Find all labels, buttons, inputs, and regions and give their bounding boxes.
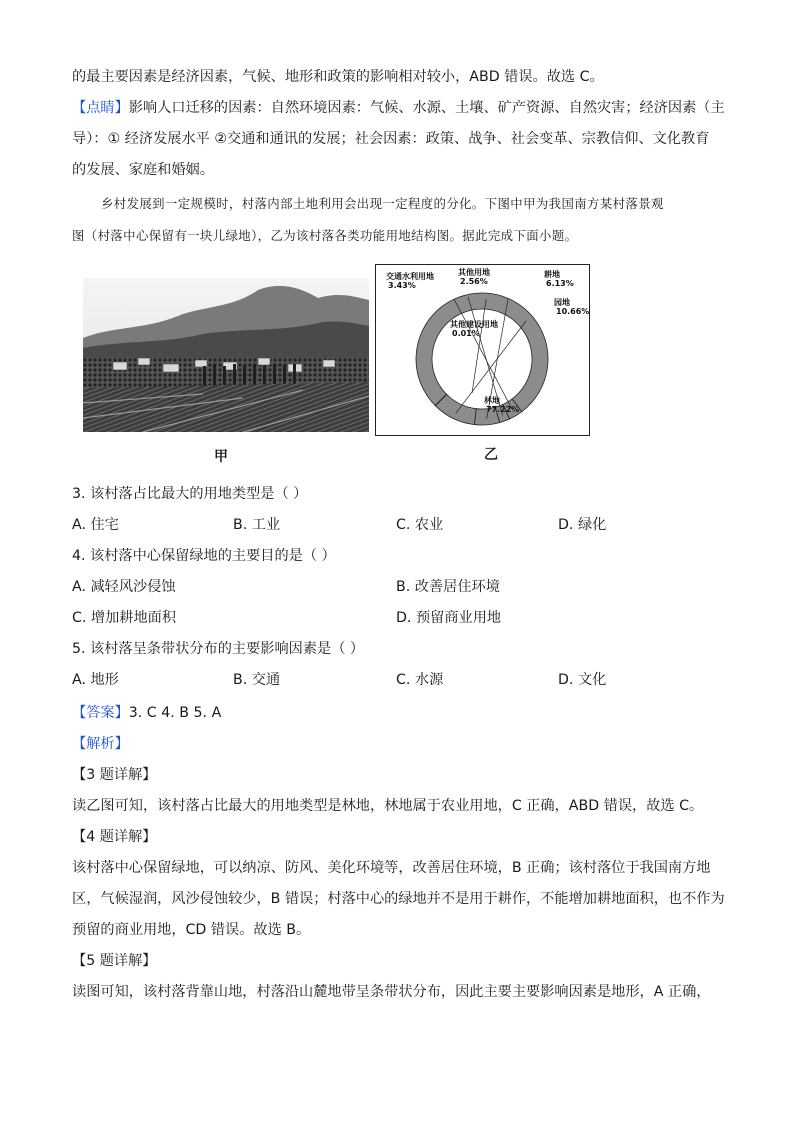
text-line: 的最主要因素是经济因素，气候、地形和政策的影响相对较小，ABD 错误。故选 C。	[72, 69, 604, 85]
answer-text: 3. C 4. B 5. A	[128, 705, 222, 721]
detail-5-tag: 【5 题详解】	[72, 953, 157, 969]
detail-4-text: 预留的商业用地，CD 错误。故选 B。	[72, 922, 311, 938]
option-b: B. 工业	[233, 517, 281, 533]
figure-caption-left: 甲	[214, 449, 228, 465]
segment-value-label: 2.56%	[460, 277, 488, 286]
detail-5-text: 读图可知，该村落背靠山地，村落沿山麓地带呈条带状分布，因此主要主要影响因素是地形，A 正确，	[72, 984, 711, 1000]
option-d: D. 预留商业用地	[396, 610, 502, 626]
segment-value-label: 77.22%	[486, 405, 520, 414]
option-a: A. 地形	[72, 672, 119, 688]
tip-line	[72, 97, 725, 117]
segment-name-label: 林地	[484, 396, 500, 405]
segment-name-label: 其他用地	[458, 268, 490, 277]
detail-3-text: 读乙图可知，该村落占比最大的用地类型是林地，林地属于农业用地，C 正确，ABD 错误，故选 C。	[72, 798, 704, 814]
option-c: C. 农业	[396, 517, 444, 533]
segment-name-label: 其他建设用地	[450, 320, 498, 329]
detail-4-text: 该村落中心保留绿地，可以纳凉、防风、美化环境等，改善居住环境，B 正确；该村落位于我国南方地	[72, 860, 711, 876]
option-b: B. 改善居住环境	[396, 579, 500, 595]
segment-value-label: 10.66%	[556, 307, 589, 316]
option-a: A. 住宅	[72, 517, 119, 533]
option-c: C. 增加耕地面积	[72, 610, 177, 626]
intro-line: 图（村落中心保留有一块儿绿地），乙为该村落各类功能用地结构图。据此完成下面小题。	[72, 228, 578, 243]
question-stem: 4. 该村落中心保留绿地的主要目的是（ ）	[72, 548, 336, 564]
segment-name-label: 耕地	[544, 270, 560, 279]
option-c: C. 水源	[396, 672, 444, 688]
segment-value-label: 6.13%	[546, 279, 574, 288]
answer-line	[72, 702, 221, 722]
segment-value-label: 3.43%	[388, 281, 416, 290]
tip-text: 影响人口迁移的因素：自然环境因素：气候、水源、土壤、矿产资源、自然灾害；经济因素（主	[128, 100, 725, 116]
option-b: B. 交通	[233, 672, 281, 688]
detail-4-text: 区，气候湿润，风沙侵蚀较少，B 错误；村落中心的绿地并不是用于耕作，不能增加耕地面积，也不作为	[72, 891, 725, 907]
detail-4-tag: 【4 题详解】	[72, 829, 157, 845]
option-a: A. 减轻风沙侵蚀	[72, 579, 176, 595]
land-use-donut-chart	[375, 264, 590, 436]
text-line: 的发展、家庭和婚姻。	[72, 162, 214, 178]
tip-tag: 【点睛】	[72, 100, 129, 116]
option-d: D. 绿化	[558, 517, 607, 533]
detail-3-tag: 【3 题详解】	[72, 767, 157, 783]
answer-tag: 【答案】	[72, 705, 129, 721]
intro-line: 乡村发展到一定规模时，村落内部土地利用会出现一定程度的分化。下图中甲为我国南方某村落景观	[101, 196, 664, 211]
village-landscape-photo	[83, 278, 369, 432]
segment-name-label: 园地	[554, 298, 570, 307]
donut-svg	[376, 265, 589, 435]
analysis-tag: 【解析】	[72, 736, 129, 752]
segment-value-label: 0.01%	[452, 329, 480, 338]
figure-caption-right: 乙	[484, 447, 498, 463]
question-stem: 3. 该村落占比最大的用地类型是（ ）	[72, 486, 308, 502]
question-stem: 5. 该村落呈条带状分布的主要影响因素是（ ）	[72, 641, 365, 657]
segment-name-label: 交通水利用地	[386, 272, 434, 281]
option-d: D. 文化	[558, 672, 607, 688]
text-line: 导）：① 经济发展水平 ②交通和通讯的发展；社会因素：政策、战争、社会变革、宗教信仰、文化教育	[72, 131, 710, 147]
